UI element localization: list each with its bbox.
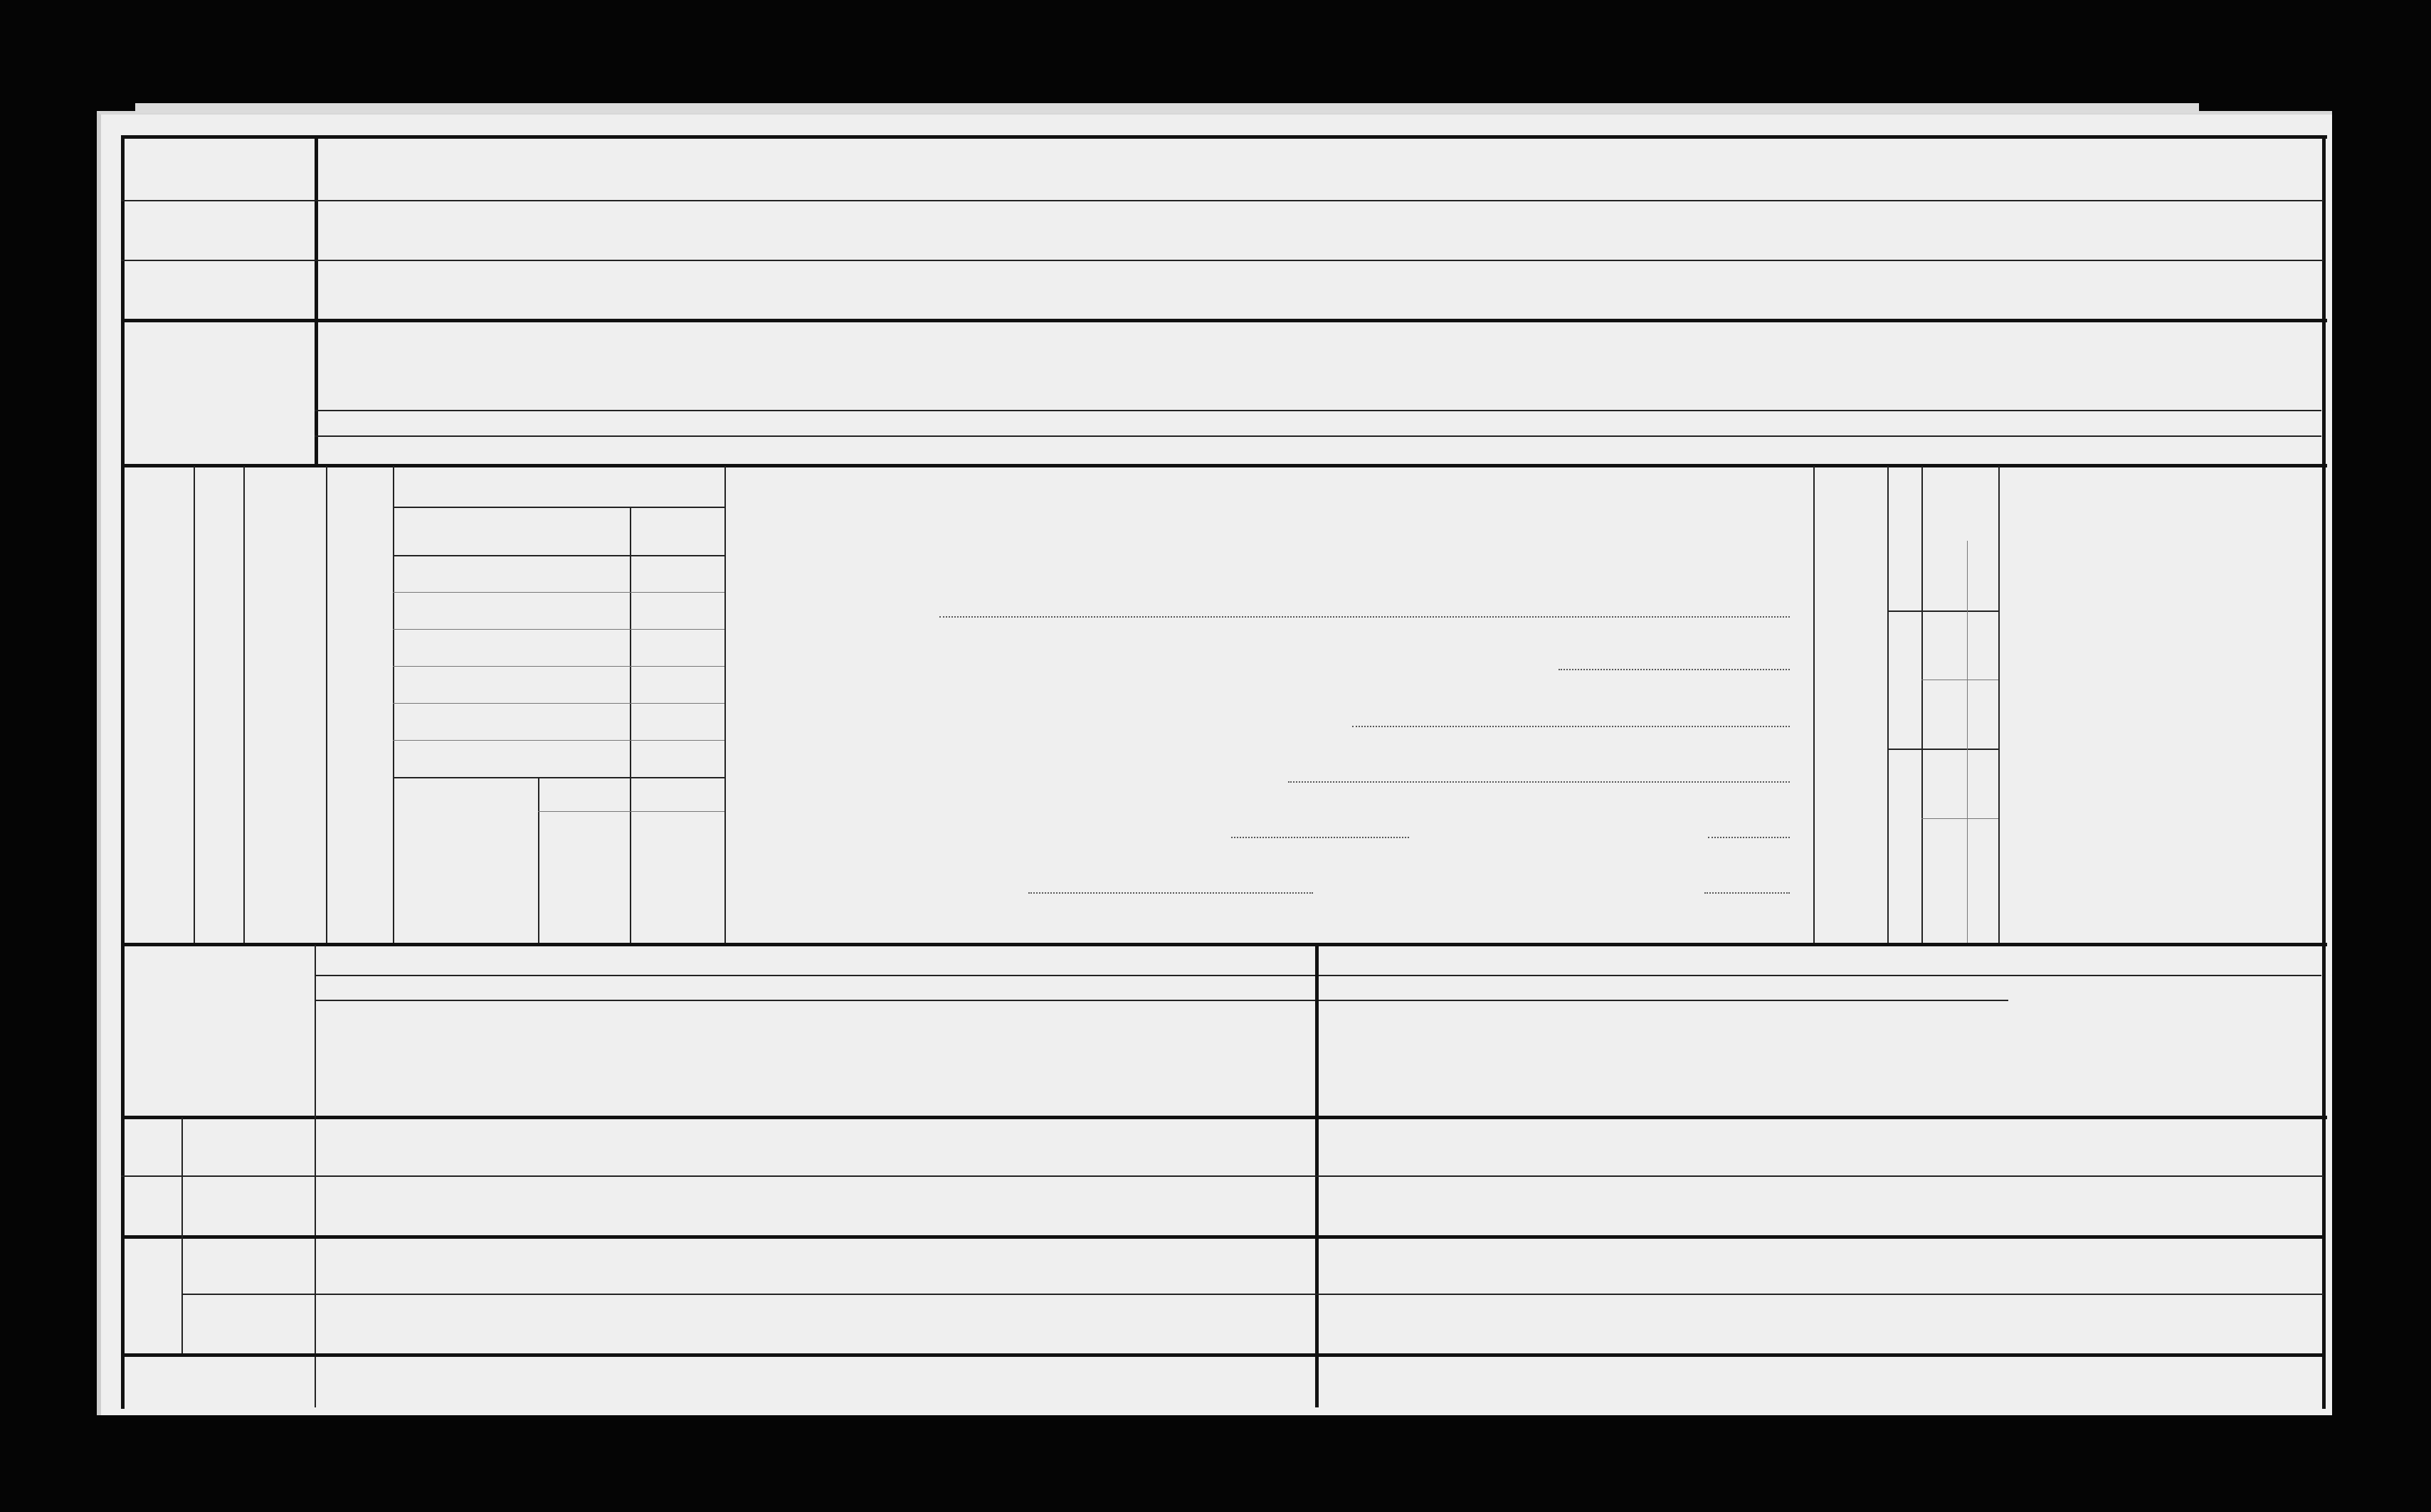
bottom-row-3 — [181, 1294, 2324, 1295]
workers-num-col — [243, 466, 245, 943]
pop-group-right — [1921, 466, 1923, 943]
top-rows-bottom — [121, 319, 2327, 322]
bottom-row-4 — [121, 1353, 2324, 1357]
trade-korney-col — [630, 777, 631, 943]
row-divider-1 — [121, 200, 2324, 201]
row-divider-2 — [121, 260, 2324, 261]
workers-right — [326, 466, 327, 943]
banner-bottom — [315, 435, 2321, 437]
left-border — [121, 135, 125, 1409]
pop-row-1 — [1887, 610, 1998, 612]
census-card-sheet — [97, 111, 2332, 1415]
label-col-border — [315, 135, 318, 464]
workers-left — [194, 466, 195, 943]
trade-qty-col — [630, 507, 631, 777]
paper-edge — [135, 103, 2199, 113]
bottom-row-1 — [121, 1175, 2324, 1177]
banner-top — [315, 410, 2321, 411]
middle-bottom — [121, 943, 2327, 946]
bottom-row-2 — [121, 1235, 2324, 1239]
trade-head-bottom — [393, 555, 724, 556]
pop-title-right — [1887, 466, 1889, 943]
sowing-bottom — [121, 464, 2327, 467]
group-title-bottom — [315, 1000, 2008, 1001]
bottom-group-col — [181, 1117, 183, 1353]
pop-num-right — [1998, 466, 2000, 943]
workers-label-right — [393, 466, 394, 943]
trade-right — [724, 466, 726, 943]
pop-row-2 — [1887, 749, 1998, 750]
trade-list-bottom — [393, 777, 724, 778]
trade-has-col — [538, 777, 539, 943]
right-border — [2322, 135, 2326, 1409]
private-right — [1813, 466, 1815, 943]
top-border — [121, 135, 2327, 139]
trade-title-bottom — [393, 507, 724, 508]
bottom-header-bottom — [121, 1116, 2327, 1119]
